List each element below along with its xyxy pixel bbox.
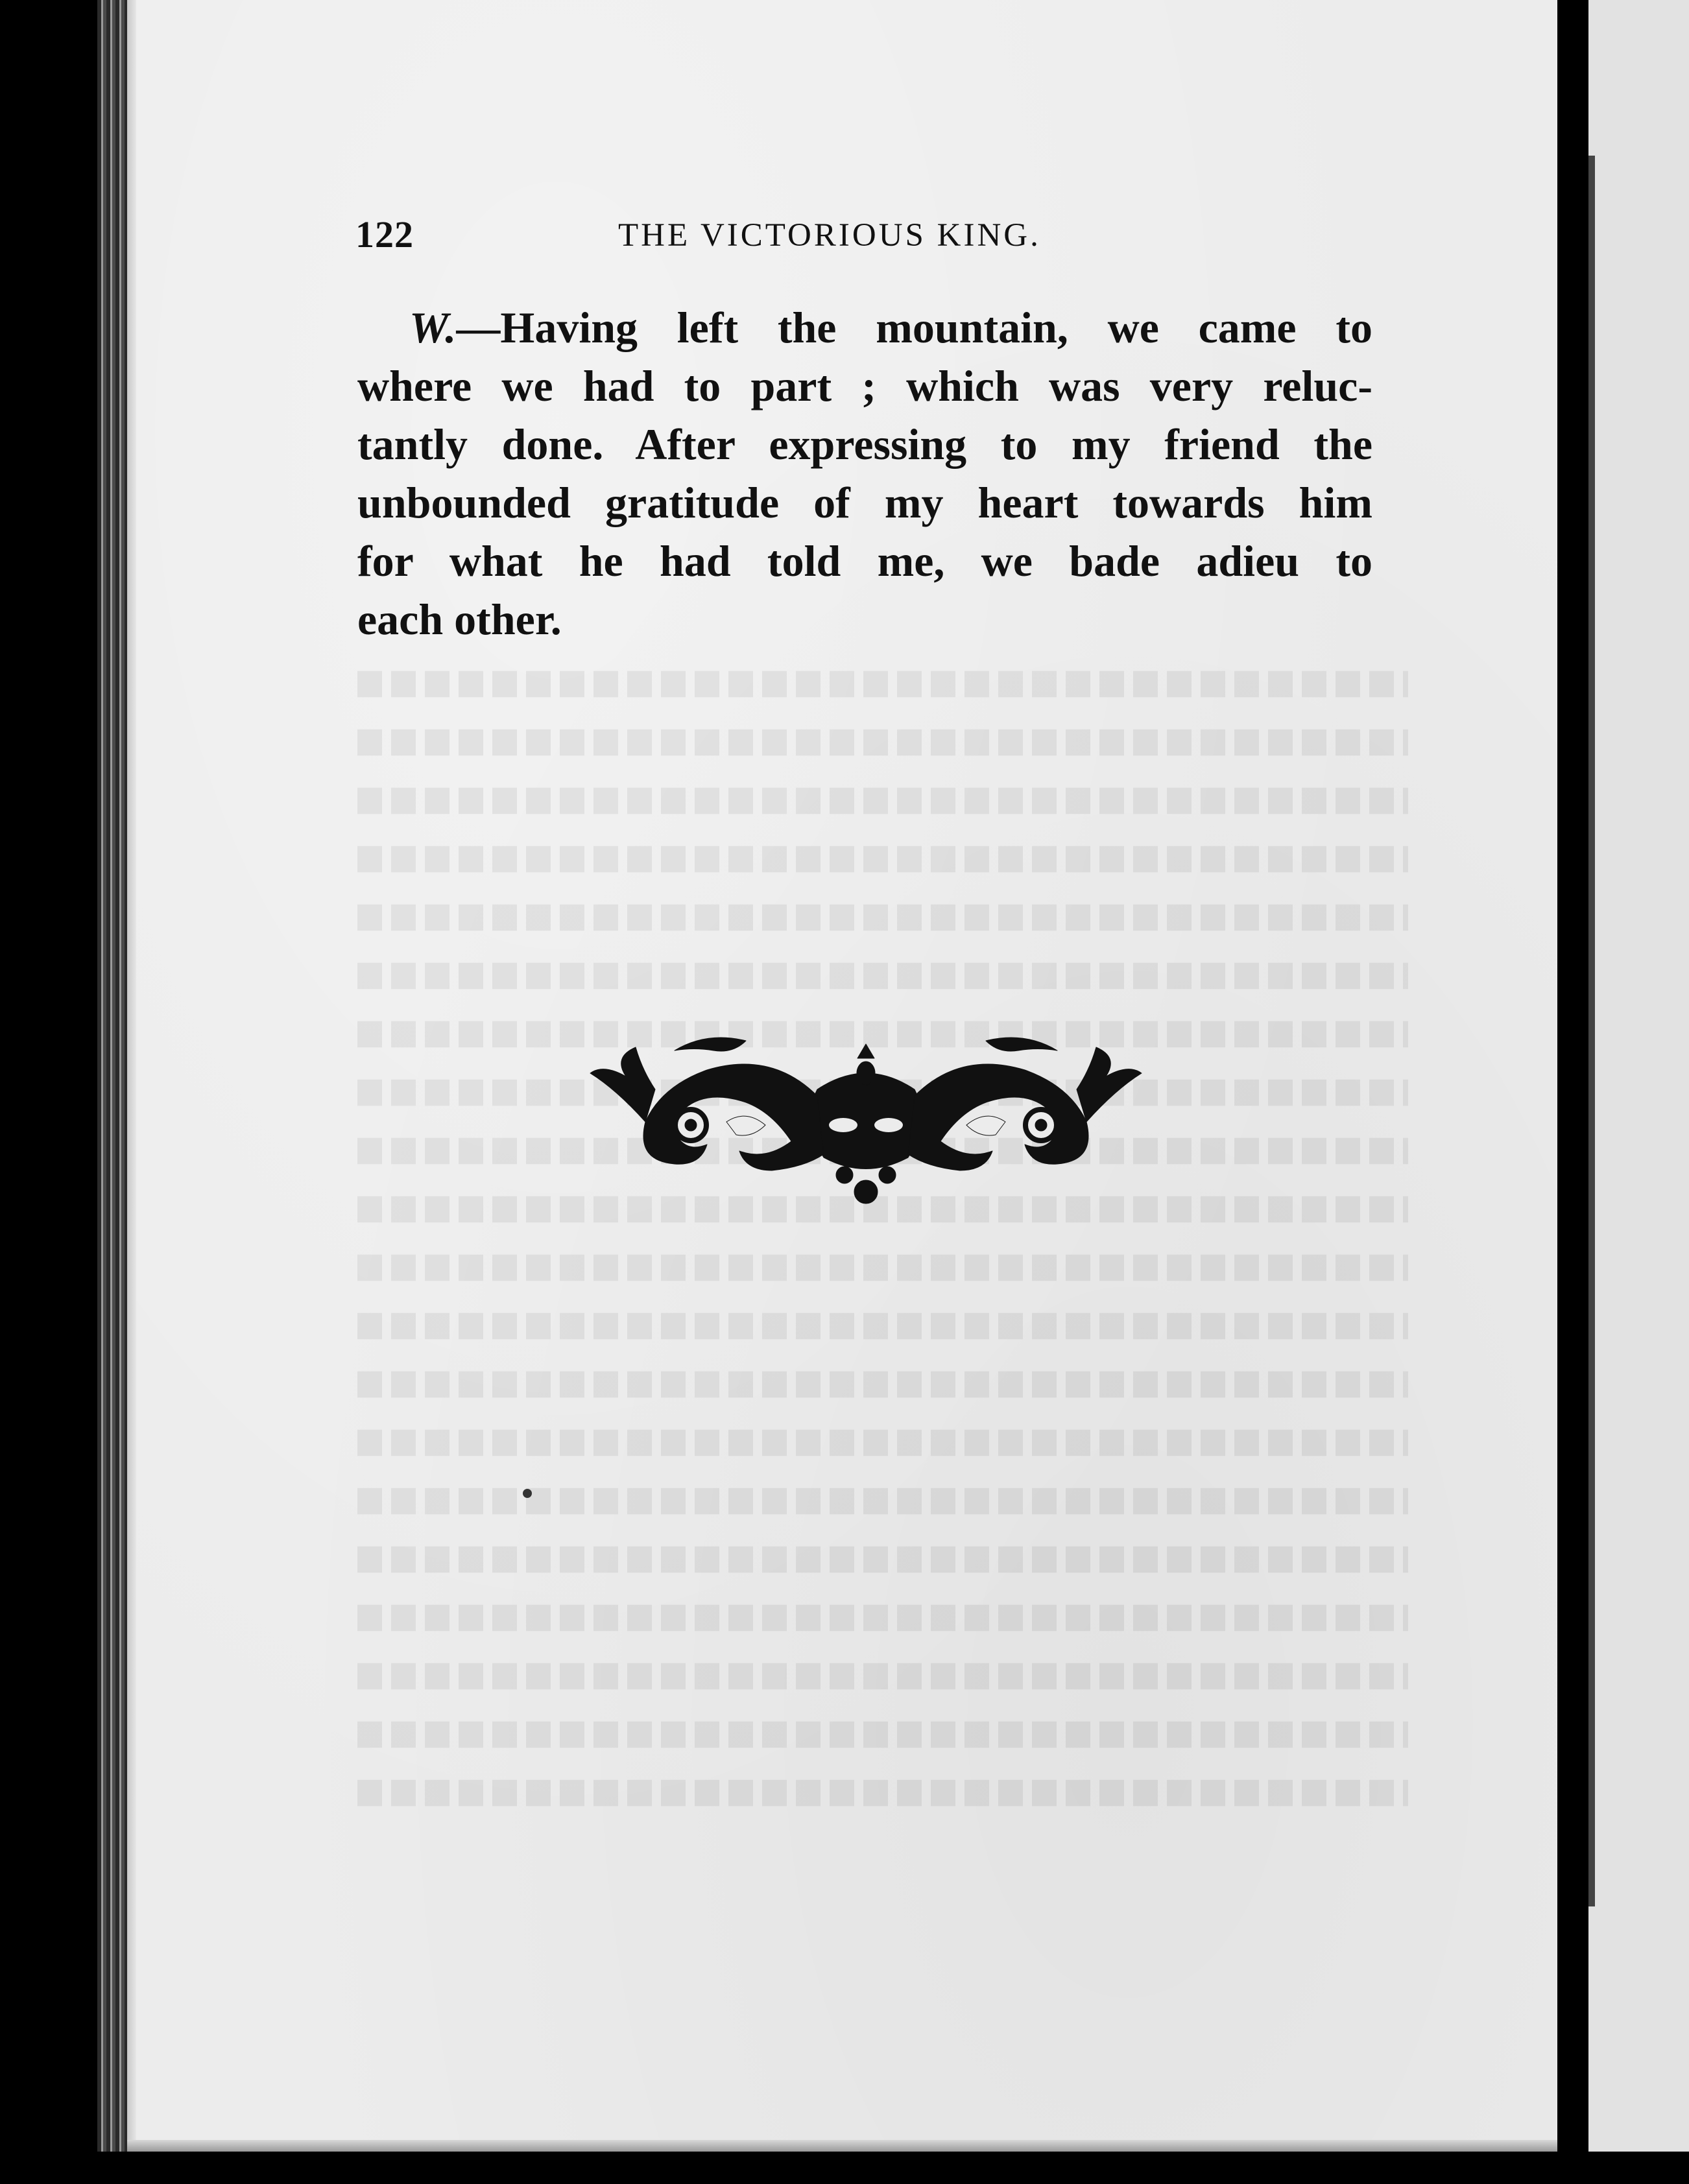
paper-speck: [523, 1489, 532, 1498]
text-line: tantly done. After expressing to my friend the: [357, 420, 1372, 469]
page-edge-shade: [127, 0, 136, 2152]
book-title: THE VICTORIOUS KING.: [618, 217, 1041, 254]
text-line-content: —Having left the mountain, we came to: [456, 303, 1372, 352]
page-edge-stack: [97, 0, 127, 2152]
book-binding-gutter: [1557, 0, 1588, 2152]
facing-page-shadow: [1588, 156, 1595, 1906]
text-line: where we had to part ; which was very reluc-: [357, 361, 1372, 410]
text-line: each other.: [357, 595, 562, 644]
running-head: [355, 213, 1406, 271]
text-line: unbounded gratitude of my heart towards him: [357, 478, 1372, 527]
text-line: for what he had told me, we bade adieu to: [357, 536, 1372, 586]
printers-ornament-icon: [577, 1012, 1155, 1206]
facing-page-edge: [1588, 0, 1689, 2152]
page-number: 122: [355, 213, 414, 255]
text-line: [357, 298, 1372, 357]
body-paragraph: [357, 298, 1372, 648]
page-bottom-shadow: [127, 2140, 1557, 2152]
speaker-label: W.: [409, 303, 457, 352]
